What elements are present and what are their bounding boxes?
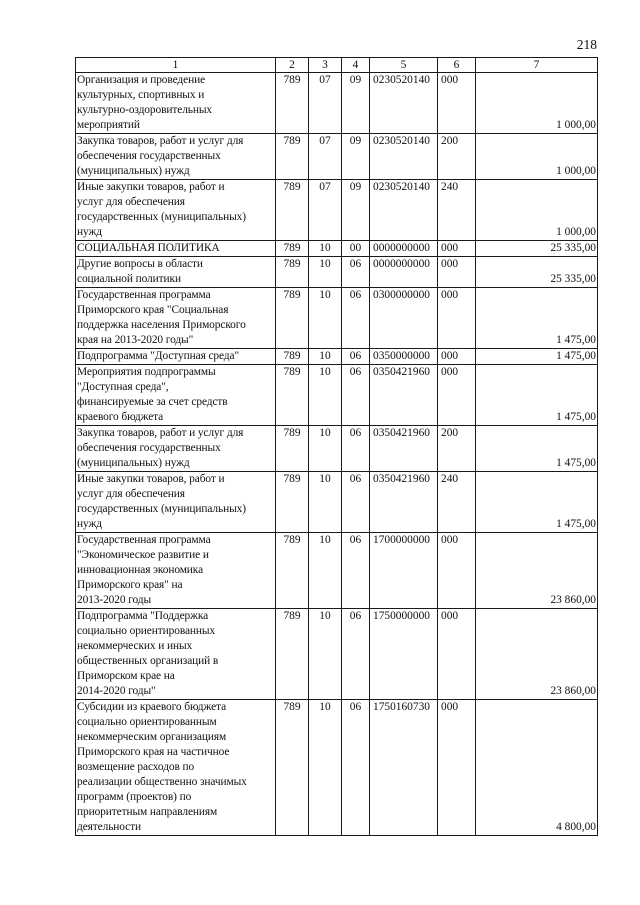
- row-type-cell: 000: [438, 257, 476, 288]
- row-amount-cell: 1 000,00: [476, 73, 598, 134]
- row-section-cell: 10: [309, 365, 342, 426]
- row-amount-cell: 4 800,00: [476, 700, 598, 836]
- row-name-cell: Государственная программа "Экономическое развитие и инновационная экономика Приморского края" на 2013-2020 годы: [76, 533, 276, 609]
- row-amount-cell: 23 860,00: [476, 533, 598, 609]
- row-name-cell: Государственная программа Приморского края "Социальная поддержка населения Приморского края на 2013-2020 годы": [76, 288, 276, 349]
- column-header: 7: [476, 58, 598, 73]
- row-type-cell: 000: [438, 533, 476, 609]
- table-row: [76, 257, 598, 288]
- table-row: [76, 426, 598, 472]
- row-code-cell: 789: [276, 257, 309, 288]
- row-section-cell: 10: [309, 288, 342, 349]
- row-subsection-cell: 06: [342, 365, 370, 426]
- row-amount-cell: 1 475,00: [476, 365, 598, 426]
- row-subsection-cell: 06: [342, 533, 370, 609]
- row-subsection-cell: 00: [342, 241, 370, 257]
- row-section-cell: 10: [309, 700, 342, 836]
- row-subsection-cell: 06: [342, 426, 370, 472]
- row-section-cell: 07: [309, 180, 342, 241]
- row-amount-cell: 1 475,00: [476, 472, 598, 533]
- row-section-cell: 10: [309, 241, 342, 257]
- row-name-cell: Иные закупки товаров, работ и услуг для обеспечения государственных (муниципальных) нужд: [76, 180, 276, 241]
- row-target-cell: 0230520140: [370, 134, 438, 180]
- row-target-cell: 0000000000: [370, 257, 438, 288]
- row-subsection-cell: 06: [342, 349, 370, 365]
- row-name-cell: Организация и проведение культурных, спортивных и культурно-оздоровительных мероприятий: [76, 73, 276, 134]
- row-target-cell: 0350421960: [370, 365, 438, 426]
- row-type-cell: 200: [438, 134, 476, 180]
- row-subsection-cell: 06: [342, 288, 370, 349]
- table-row: [76, 288, 598, 349]
- row-name-cell: Иные закупки товаров, работ и услуг для обеспечения государственных (муниципальных) нужд: [76, 472, 276, 533]
- row-target-cell: 0000000000: [370, 241, 438, 257]
- table-row: [76, 134, 598, 180]
- row-amount-cell: 1 475,00: [476, 426, 598, 472]
- row-section-cell: 10: [309, 609, 342, 700]
- row-code-cell: 789: [276, 134, 309, 180]
- table-row: [76, 700, 598, 836]
- column-header: 1: [76, 58, 276, 73]
- row-type-cell: 000: [438, 73, 476, 134]
- table-row: [76, 472, 598, 533]
- table-row: [76, 609, 598, 700]
- row-section-cell: 10: [309, 472, 342, 533]
- row-name-cell: Закупка товаров, работ и услуг для обеспечения государственных (муниципальных) нужд: [76, 426, 276, 472]
- row-amount-cell: 25 335,00: [476, 257, 598, 288]
- row-name-cell: СОЦИАЛЬНАЯ ПОЛИТИКА: [76, 241, 276, 257]
- row-type-cell: 240: [438, 180, 476, 241]
- table-row: [76, 241, 598, 257]
- row-section-cell: 10: [309, 426, 342, 472]
- row-target-cell: 0230520140: [370, 180, 438, 241]
- row-name-cell: Субсидии из краевого бюджета социально ориентированным некоммерческим организациям Приморского края на частичное возмещение расходов по реализации общественно значимых программ (проектов) по приоритетным направлениям деятельности: [76, 700, 276, 836]
- row-amount-cell: 1 475,00: [476, 288, 598, 349]
- row-code-cell: 789: [276, 533, 309, 609]
- row-target-cell: 1750000000: [370, 609, 438, 700]
- row-amount-cell: 1 475,00: [476, 349, 598, 365]
- row-name-cell: Другие вопросы в области социальной политики: [76, 257, 276, 288]
- row-subsection-cell: 06: [342, 700, 370, 836]
- row-code-cell: 789: [276, 73, 309, 134]
- row-code-cell: 789: [276, 241, 309, 257]
- row-section-cell: 07: [309, 73, 342, 134]
- row-target-cell: 0350421960: [370, 472, 438, 533]
- row-type-cell: 000: [438, 288, 476, 349]
- row-code-cell: 789: [276, 288, 309, 349]
- row-code-cell: 789: [276, 609, 309, 700]
- row-type-cell: 200: [438, 426, 476, 472]
- row-subsection-cell: 09: [342, 73, 370, 134]
- row-code-cell: 789: [276, 472, 309, 533]
- row-subsection-cell: 09: [342, 180, 370, 241]
- row-type-cell: 000: [438, 241, 476, 257]
- row-amount-cell: 1 000,00: [476, 134, 598, 180]
- row-amount-cell: 1 000,00: [476, 180, 598, 241]
- row-type-cell: 000: [438, 700, 476, 836]
- row-target-cell: 0230520140: [370, 73, 438, 134]
- table-row: [76, 349, 598, 365]
- row-type-cell: 240: [438, 472, 476, 533]
- row-amount-cell: 25 335,00: [476, 241, 598, 257]
- page-number: 218: [576, 37, 597, 52]
- row-type-cell: 000: [438, 609, 476, 700]
- row-target-cell: 0350000000: [370, 349, 438, 365]
- table-row: [76, 533, 598, 609]
- column-header: 4: [342, 58, 370, 73]
- table-row: [76, 73, 598, 134]
- row-section-cell: 10: [309, 349, 342, 365]
- row-section-cell: 07: [309, 134, 342, 180]
- table-row: [76, 365, 598, 426]
- row-name-cell: Закупка товаров, работ и услуг для обеспечения государственных (муниципальных) нужд: [76, 134, 276, 180]
- row-name-cell: Подпрограмма "Поддержка социально ориентированных некоммерческих и иных общественных организаций в Приморском крае на 2014-2020 годы": [76, 609, 276, 700]
- row-subsection-cell: 06: [342, 472, 370, 533]
- row-subsection-cell: 06: [342, 257, 370, 288]
- column-header: 6: [438, 58, 476, 73]
- row-type-cell: 000: [438, 365, 476, 426]
- row-name-cell: Подпрограмма "Доступная среда": [76, 349, 276, 365]
- row-target-cell: 0350421960: [370, 426, 438, 472]
- row-code-cell: 789: [276, 426, 309, 472]
- row-subsection-cell: 06: [342, 609, 370, 700]
- column-header: 3: [309, 58, 342, 73]
- header-row: [76, 58, 598, 73]
- column-header: 5: [370, 58, 438, 73]
- row-code-cell: 789: [276, 349, 309, 365]
- row-type-cell: 000: [438, 349, 476, 365]
- budget-table: [75, 57, 598, 836]
- row-code-cell: 789: [276, 180, 309, 241]
- row-section-cell: 10: [309, 533, 342, 609]
- row-subsection-cell: 09: [342, 134, 370, 180]
- row-code-cell: 789: [276, 365, 309, 426]
- row-target-cell: 1700000000: [370, 533, 438, 609]
- column-header: 2: [276, 58, 309, 73]
- row-target-cell: 0300000000: [370, 288, 438, 349]
- row-name-cell: Мероприятия подпрограммы "Доступная среда", финансируемые за счет средств краевого бюджета: [76, 365, 276, 426]
- row-amount-cell: 23 860,00: [476, 609, 598, 700]
- table-row: [76, 180, 598, 241]
- row-code-cell: 789: [276, 700, 309, 836]
- row-section-cell: 10: [309, 257, 342, 288]
- row-target-cell: 1750160730: [370, 700, 438, 836]
